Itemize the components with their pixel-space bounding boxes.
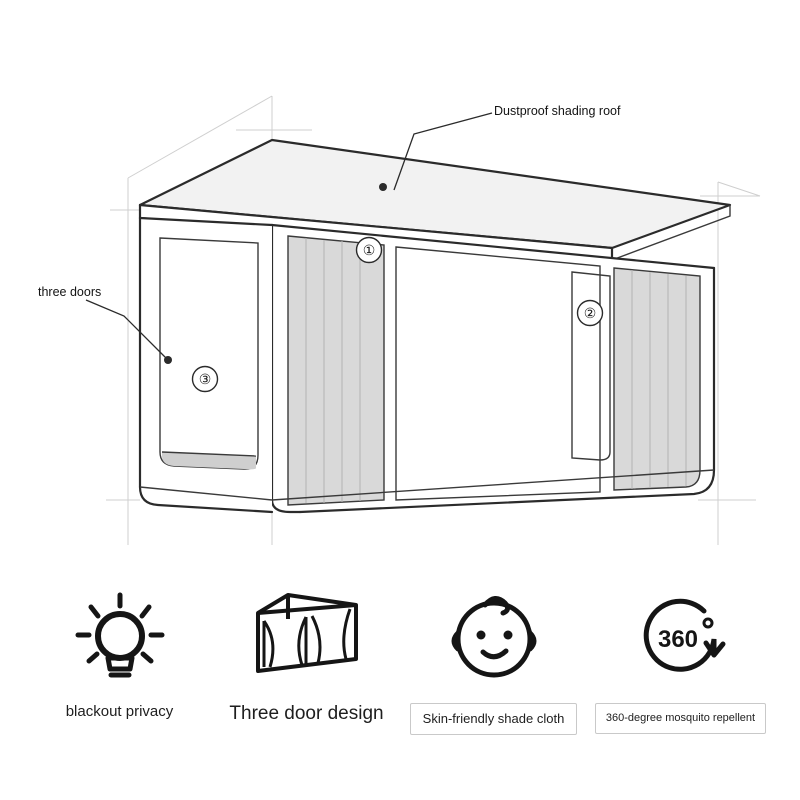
- feature-mosquito-repellent[interactable]: [587, 565, 774, 734]
- 360-icon-label: 360: [657, 626, 698, 653]
- baby-face-icon: [439, 589, 549, 681]
- annotation-three-doors: three doors: [38, 285, 102, 299]
- svg-text:②: ②: [583, 305, 597, 321]
- door-marker-1: [357, 238, 382, 263]
- feature-blackout-privacy[interactable]: [26, 565, 213, 721]
- feature-caption-blackout: blackout privacy: [65, 703, 174, 720]
- svg-text:③: ③: [198, 371, 212, 387]
- feature-skin-friendly[interactable]: [400, 565, 587, 735]
- door-panel-1: [288, 236, 384, 505]
- feature-row: [0, 565, 800, 800]
- feature-caption-skin-friendly-text: Skin-friendly shade cloth: [422, 711, 565, 726]
- 360-arrow-icon: [626, 589, 736, 681]
- annotation-dustproof-roof: Dustproof shading roof: [494, 104, 621, 118]
- door-panel-3: [160, 238, 258, 470]
- feature-caption-mosquito: [595, 703, 766, 734]
- feature-three-door-design[interactable]: [213, 565, 400, 726]
- front-window-panel: [396, 247, 600, 500]
- svg-text:①: ①: [362, 242, 376, 258]
- door-marker-3: [193, 367, 218, 392]
- feature-caption-mosquito-text: 360-degree mosquito repellent: [605, 712, 756, 724]
- feature-caption-three-door: Three door design: [229, 703, 384, 724]
- feature-caption-skin-friendly: [410, 703, 578, 735]
- door-marker-2: [578, 301, 603, 326]
- lightbulb-icon: [60, 589, 180, 681]
- tent-door-icon: [244, 589, 369, 681]
